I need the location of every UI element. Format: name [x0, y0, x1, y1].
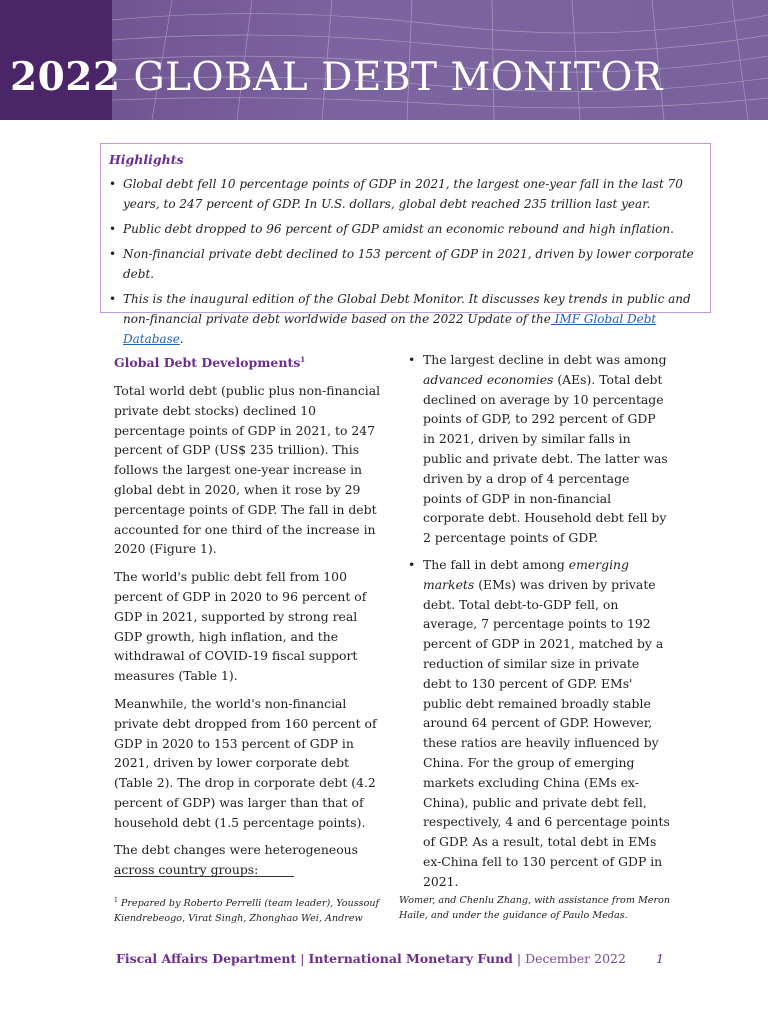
paragraph: Total world debt (public plus non-financial private debt stocks) declined 10 percentage points of GDP in 2021, to 247 percent of GDP (US$ 235 trillion). This follows the largest one-year increase in global debt in 2020, when it rose by 29 percentage points of GDP. The fall in debt accounted for one third of the increase in 2020 (Figure 1). — [114, 382, 381, 557]
highlights-title: Highlights — [109, 152, 184, 167]
footnote-ref[interactable]: 1 — [300, 355, 306, 364]
footer-separator: | — [296, 951, 309, 966]
bullet-emphasis: advanced economies — [423, 371, 554, 387]
footnote-mark: 1 — [114, 897, 118, 904]
footnote-divider — [114, 876, 294, 877]
highlight-item — [109, 289, 700, 349]
global-debt-database-link[interactable]: IMF Global Debt Database — [123, 312, 657, 346]
title-text: GLOBAL DEBT MONITOR — [133, 55, 663, 100]
footer-organization: International Monetary Fund — [308, 951, 513, 966]
footnote-left — [114, 893, 386, 926]
highlight-text: Non-financial private debt declined to 153 percent of GDP in 2021, driven by lower corporate debt. — [123, 247, 694, 281]
highlights-list — [109, 174, 700, 349]
bullet-emerging-markets — [408, 555, 670, 892]
bullet: • — [109, 292, 117, 306]
highlight-item — [109, 174, 700, 214]
bullet-text: The largest decline in debt was among — [423, 352, 667, 367]
highlights-box — [100, 143, 711, 346]
bullet-text: The fall in debt among — [423, 556, 569, 572]
footnote-text: Prepared by Roberto Perrelli (team leader), Youssouf Kiendrebeogo, Virat Singh, Zhonghao Wei, Andrew — [114, 898, 380, 925]
highlight-text: Global debt fell 10 percentage points of GDP in 2021, the largest one-year fall in the last 70 years, to 247 percent of GDP. In U.S. dollars, global debt reached 235 trillion last year. — [123, 177, 683, 211]
bullet-text: (EMs) was driven by private debt. Total debt-to-GDP fell, on average, 7 percentage points to 192 percent of GDP in 2021, matched by a reduction of similar size in private debt to 130 percent of GDP. EMs' public debt remained broadly stable around 64 percent of GDP. However, these ratios are heavily influenced by China. For the group of emerging markets excluding China (EMs ex-China), public and private debt fell, respectively, 4 and 6 percentage points of GDP. As a result, total debt in EMs ex-China fell to 130 percent of GDP in 2021. — [423, 576, 670, 889]
bullet: • — [408, 556, 416, 572]
bullet-text: (AEs). Total debt declined on average by 10 percentage points of GDP, to 292 percent of GDP in 2021, driven by similar falls in public and private debt. The latter was driven by a drop of 4 percentage points of GDP in non-financial corporate debt. Household debt fell by 2 percentage points of GDP. — [423, 371, 668, 546]
paragraph: Meanwhile, the world's non-financial private debt dropped from 160 percent of GDP in 2020 to 153 percent of GDP in 2021, driven by lower corporate debt (Table 2). The drop in corporate debt (4.2 percent of GDP) was larger than that of household debt (1.5 percentage points). — [114, 695, 377, 830]
bullet: • — [109, 222, 117, 236]
footer-department: Fiscal Affairs Department — [116, 951, 297, 966]
paragraph: The debt changes were heterogeneous across country groups: — [114, 842, 358, 878]
highlight-text: Public debt dropped to 96 percent of GDP amidst an economic rebound and high inflation. — [123, 222, 674, 236]
header-banner — [0, 0, 768, 120]
page-number: 1 — [656, 951, 664, 966]
right-column — [408, 350, 670, 899]
bullet: • — [109, 177, 117, 191]
footer-separator: | — [512, 951, 526, 966]
bullet-emphasis: emerging markets — [423, 556, 629, 592]
footer-date: December 2022 — [525, 951, 626, 966]
page-title — [10, 54, 663, 100]
paragraph: The world's public debt fell from 100 percent of GDP in 2020 to 96 percent of GDP in 2021, supported by strong real GDP growth, high inflation, and the withdrawal of COVID-19 fiscal support measures (Table 1). — [114, 569, 367, 684]
bullet: • — [408, 352, 416, 367]
highlight-text: This is the inaugural edition of the Global Debt Monitor. It discusses key trends in public and non-financial private debt worldwide based on the 2022 Update of the — [123, 292, 691, 326]
section-heading — [114, 350, 386, 373]
bullet-advanced-economies — [408, 350, 670, 548]
left-column — [114, 350, 386, 888]
section-heading-text: Global Debt Developments — [114, 355, 301, 371]
footnote-right: Womer, and Chenlu Zhang, with assistance from Meron Haile, and under the guidance of Paulo Medas. — [399, 895, 671, 921]
bullet: • — [109, 247, 117, 261]
highlight-item — [109, 244, 700, 284]
page-footer — [116, 951, 664, 966]
title-year: 2022 — [10, 54, 121, 100]
highlight-end: . — [179, 332, 184, 346]
highlight-item — [109, 219, 700, 239]
